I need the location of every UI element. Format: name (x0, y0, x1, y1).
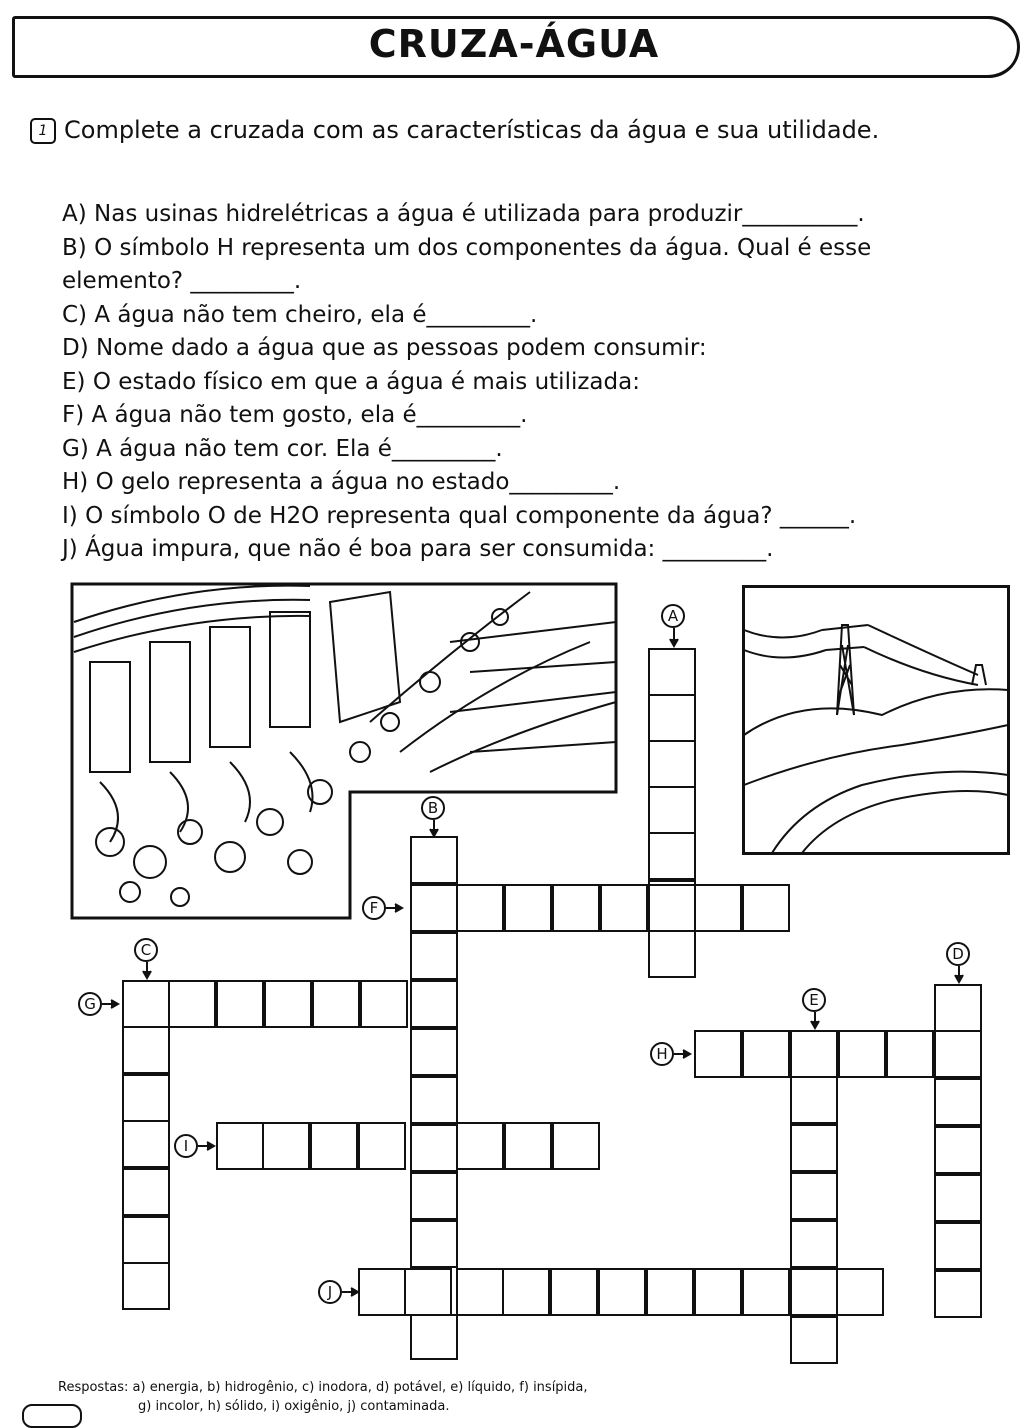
question-e: E) O estado físico em que a água é mais utilizada: (62, 368, 640, 395)
cell-j-5[interactable] (550, 1268, 598, 1316)
clue-label-b: B (421, 796, 445, 820)
cell-b-9[interactable] (410, 1220, 458, 1268)
cell-g-3[interactable] (216, 980, 264, 1028)
clue-label-h: H (650, 1042, 674, 1066)
cell-c-3[interactable] (122, 1074, 170, 1122)
cell-f-2[interactable] (456, 884, 504, 932)
arrow-down-icon (810, 1012, 820, 1030)
cell-f-4[interactable] (552, 884, 600, 932)
cell-g-5[interactable] (312, 980, 360, 1028)
cell-h-5[interactable] (886, 1030, 934, 1078)
instruction (30, 116, 879, 144)
cell-h-4[interactable] (838, 1030, 886, 1078)
cell-i-6[interactable] (456, 1122, 504, 1170)
arrow-down-icon (142, 962, 152, 980)
cell-e-2[interactable] (790, 1076, 838, 1124)
clue-label-e: E (802, 988, 826, 1012)
cell-a-1[interactable] (648, 648, 696, 696)
cell-i-3[interactable] (310, 1122, 358, 1170)
cell-i-1[interactable] (216, 1122, 264, 1170)
cell-b-10[interactable] (410, 1314, 458, 1360)
cell-j-6[interactable] (598, 1268, 646, 1316)
arrow-right-icon (342, 1287, 362, 1297)
cell-d-6[interactable] (934, 1222, 982, 1270)
cell-a-7[interactable] (648, 930, 696, 978)
cell-e-5[interactable] (790, 1220, 838, 1268)
cell-j-10[interactable] (790, 1268, 838, 1316)
cell-a-4[interactable] (648, 786, 696, 834)
arrow-down-icon (954, 966, 964, 984)
answer-key (58, 1378, 588, 1416)
question-b-continued: elemento? _________. (62, 268, 302, 294)
cell-i-4[interactable] (358, 1122, 406, 1170)
cell-c-7[interactable] (122, 1262, 170, 1310)
clue-label-c: C (134, 938, 158, 962)
cell-f-1[interactable] (410, 884, 458, 932)
page-number-badge (22, 1404, 82, 1428)
instruction-number: 1 (30, 118, 56, 144)
question-f: F) A água não tem gosto, ela é_________. (62, 402, 528, 428)
cell-c-4[interactable] (122, 1120, 170, 1168)
cell-i-2[interactable] (262, 1122, 310, 1170)
cell-d-4[interactable] (934, 1126, 982, 1174)
cell-f-5[interactable] (600, 884, 648, 932)
dam-illustration (70, 582, 620, 922)
question-list (62, 198, 1022, 567)
cell-c-1[interactable] (122, 980, 170, 1028)
cell-d-1[interactable] (934, 984, 982, 1032)
clue-label-j: J (318, 1280, 342, 1304)
cell-b-7[interactable] (410, 1124, 458, 1172)
clue-label-a: A (661, 604, 685, 628)
cell-g-6[interactable] (360, 980, 408, 1028)
clue-label-i: I (174, 1134, 198, 1158)
answer-key-line-1: Respostas: a) energia, b) hidrogênio, c) inodora, d) potável, e) líquido, f) insípida, (58, 1380, 588, 1395)
cell-e-7[interactable] (790, 1316, 838, 1364)
cell-c-6[interactable] (122, 1216, 170, 1264)
arrow-right-icon (674, 1049, 694, 1059)
cell-f-8[interactable] (742, 884, 790, 932)
page-title: CRUZA-ÁGUA (368, 22, 660, 66)
cell-h-1[interactable] (694, 1030, 742, 1078)
cell-b-5[interactable] (410, 1028, 458, 1076)
question-b: B) O símbolo H representa um dos componentes da água. Qual é esse (62, 234, 872, 261)
cell-f-3[interactable] (504, 884, 552, 932)
cell-i-7[interactable] (504, 1122, 552, 1170)
cell-d-5[interactable] (934, 1174, 982, 1222)
cell-j-7[interactable] (646, 1268, 694, 1316)
clue-label-f: F (362, 896, 386, 920)
cell-e-3[interactable] (790, 1124, 838, 1172)
cell-g-4[interactable] (264, 980, 312, 1028)
cell-j-3[interactable] (456, 1268, 504, 1316)
cell-j-8[interactable] (694, 1268, 742, 1316)
cell-b-8[interactable] (410, 1172, 458, 1220)
cell-c-5[interactable] (122, 1168, 170, 1216)
cell-b-6[interactable] (410, 1076, 458, 1124)
question-h: H) O gelo representa a água no estado_________. (62, 469, 621, 495)
arrow-right-icon (386, 903, 406, 913)
cell-h-2[interactable] (742, 1030, 790, 1078)
cell-b-1[interactable] (410, 836, 458, 884)
cell-c-2[interactable] (122, 1026, 170, 1074)
cell-j-9[interactable] (742, 1268, 790, 1316)
cell-a-2[interactable] (648, 694, 696, 742)
arrow-down-icon (669, 628, 679, 648)
cell-a-3[interactable] (648, 740, 696, 788)
clue-label-g: G (78, 992, 102, 1016)
arrow-right-icon (198, 1141, 218, 1151)
arrow-right-icon (102, 999, 122, 1009)
cell-f-7[interactable] (694, 884, 742, 932)
question-j: J) Água impura, que não é boa para ser consumida: _________. (62, 536, 774, 562)
cell-a-5[interactable] (648, 832, 696, 880)
question-i: I) O símbolo O de H2O representa qual componente da água? ______. (62, 502, 857, 529)
question-d: D) Nome dado a água que as pessoas podem consumir: (62, 335, 707, 361)
cell-g-2[interactable] (168, 980, 216, 1028)
cell-i-8[interactable] (552, 1122, 600, 1170)
cell-f-6[interactable] (648, 884, 696, 932)
cell-j-11[interactable] (836, 1268, 884, 1316)
answer-key-line-2: g) incolor, h) sólido, i) oxigênio, j) contaminada. (138, 1399, 450, 1414)
cell-j-1[interactable] (358, 1268, 406, 1316)
cell-d-3[interactable] (934, 1078, 982, 1126)
question-a: A) Nas usinas hidrelétricas a água é utilizada para produzir__________. (62, 201, 865, 227)
question-g: G) A água não tem cor. Ela é_________. (62, 435, 503, 462)
cell-j-4[interactable] (502, 1268, 550, 1316)
question-c: C) A água não tem cheiro, ela é_________. (62, 301, 538, 328)
cell-j-2[interactable] (404, 1268, 452, 1316)
power-lines-illustration (742, 585, 1010, 855)
cell-d-7[interactable] (934, 1270, 982, 1318)
cell-d-2[interactable] (934, 1030, 982, 1078)
cell-e-4[interactable] (790, 1172, 838, 1220)
clue-label-d: D (946, 942, 970, 966)
cell-h-3[interactable] (790, 1030, 838, 1078)
cell-b-3[interactable] (410, 932, 458, 980)
arrow-down-icon (429, 820, 439, 838)
cell-b-4[interactable] (410, 980, 458, 1028)
instruction-text: Complete a cruzada com as características da água e sua utilidade. (64, 116, 880, 144)
